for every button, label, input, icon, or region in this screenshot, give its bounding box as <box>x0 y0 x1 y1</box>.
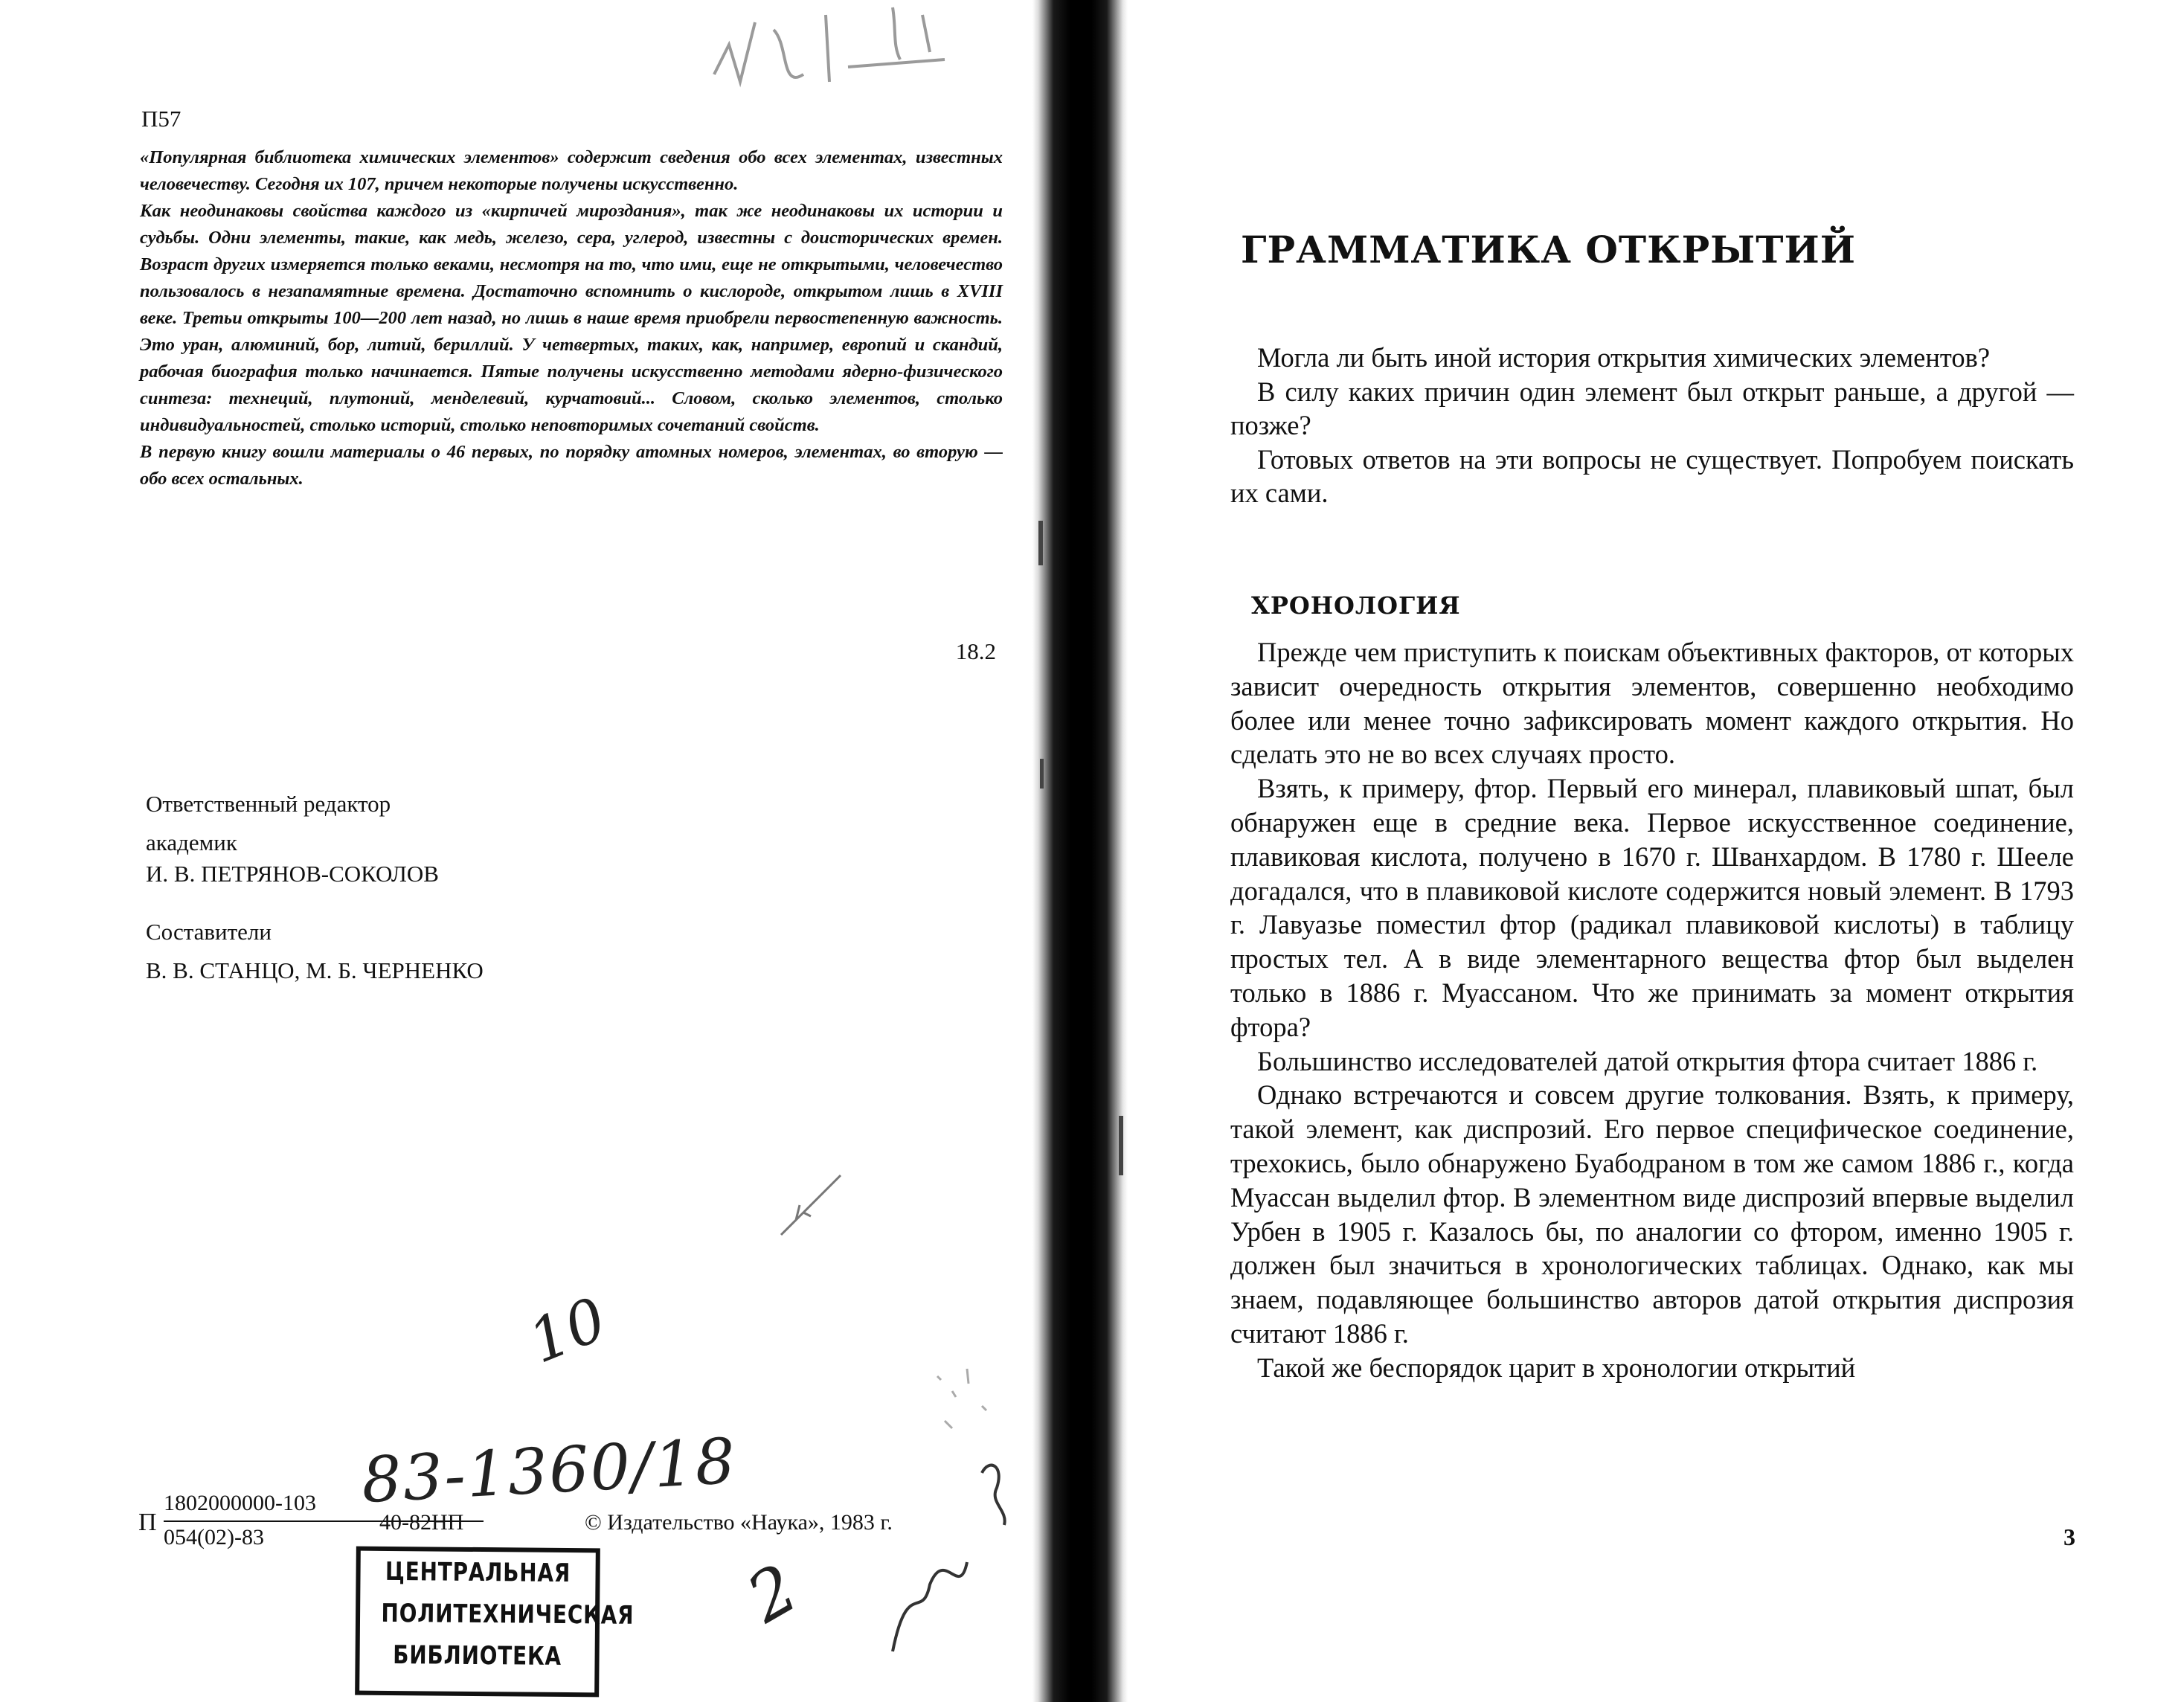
body-paragraph: Однако встречаются и совсем другие толкования. Взять, к примеру, такой элемент, как диспрозий. Его первое специфическое соединение, трехокись, было обнаружено Буабодраном в том же самом 1886 г., когда Муассан выделил фтор. В элементном виде диспрозий впервые выделил Урбен в 1905 г. Казалось бы, по аналогии со фтором, именно 1905 г. должен был значиться в хронологических таблицах. Однако, как мы знаем, подавляющее большинство авторов датой открытия диспрозия считают 1886 г. <box>1230 1079 2074 1349</box>
imprint-denominator: 054(02)-83 <box>164 1525 264 1550</box>
book-gutter <box>1032 0 1128 1702</box>
body-paragraph: Взять, к примеру, фтор. Первый его минерал, плавиковый шпат, был обнаружен еще в средние века. Первое искусственное соединение, плавиковая кислота, получено в 1670 г. Шванхардом. В 1780 г. Шееле догадался, что в плавиковой кислоте содержится новый элемент. В 1793 г. Лавуазье поместил фтор (радикал плавиковой кислоты) в таблицу простых тел. А в виде элементарного вещества фтор был выделен только в 1886 г. Муассаном. Что же принимать за момент открытия фтора? <box>1230 773 2074 1042</box>
imprint-order: 40-82НП <box>379 1510 464 1535</box>
section-heading: ХРОНОЛОГИЯ <box>1251 591 1461 620</box>
body-text <box>1230 635 2074 1385</box>
library-stamp <box>355 1547 635 1698</box>
intro-paragraph: Могла ли быть иной история открытия химических элементов? <box>1257 342 1991 373</box>
imprint-letter: П <box>138 1509 157 1536</box>
stamp-line: БИБЛИОТЕКА <box>393 1640 562 1672</box>
imprint-numerator: 1802000000-103 <box>164 1491 316 1515</box>
compilers-label: Составители <box>146 919 272 945</box>
imprint-line <box>138 1491 1001 1550</box>
copyright-line: © Издательство «Наука», 1983 г. <box>585 1510 893 1535</box>
pencil-scribble <box>699 0 1012 149</box>
left-page <box>0 0 1032 1702</box>
editor-name: И. В. ПЕТРЯНОВ-СОКОЛОВ <box>146 861 439 887</box>
editor-title: академик <box>146 829 237 855</box>
bbk-code: 18.2 <box>955 638 996 664</box>
handwritten-mark: 2 <box>734 1549 811 1639</box>
scan-artifact <box>1040 759 1044 789</box>
handwritten-inventory-number: 83-1360/18 <box>359 1424 739 1518</box>
right-page <box>1128 0 2184 1702</box>
pencil-scribble <box>878 1428 1027 1696</box>
annotation-paragraph: Как неодинаковы свойства каждого из «кирпичей мироздания», так же неодинаковы их истории и судьбы. Одни элементы, такие, как медь, железо, сера, углерод, известны с доисторических времен. Возраст других измеряется только веками, несмотря на то, что ими, еще не открытыми, человечество пользовалось в незапамятные времена. Достаточно вспомнить о кислороде, открытом лишь в XVIII веке. Третьи открыты 100—200 лет назад, но лишь в наше время приобрели первостепенную важность. Это уран, алюминий, бор, литий, бериллий. У четвертых, таких, как, например, европий и скандий, рабочая биография только начинается. Пятые получены искусственно методами ядерно-физического синтеза: технеций, плутоний, менделевий, курчатовий... Словом, сколько элементов, столько индивидуальностей, столько историй, столько неповторимых сочетаний свойств. <box>140 201 1003 435</box>
credits-block <box>146 785 484 990</box>
stamp-line: ЦЕНТРАЛЬНАЯ <box>385 1556 571 1589</box>
intro-paragraph: Готовых ответов на эти вопросы не существует. Попробуем поискать их сами. <box>1230 443 2074 508</box>
chapter-title: ГРАММАТИКА ОТКРЫТИЙ <box>1241 228 1856 272</box>
pencil-scribble <box>759 1160 863 1265</box>
classification-code: П57 <box>141 106 182 132</box>
body-paragraph: Прежде чем приступить к поискам объективных факторов, от которых зависит очередность открытия элементов, совершенно необходимо более или менее точно зафиксировать момент каждого открытия. Но сделать это не во всех случаях просто. <box>1230 637 2074 770</box>
handwritten-mark: 10 <box>519 1284 616 1377</box>
body-paragraph: Такой же беспорядок царит в хронологии открытий <box>1257 1352 1856 1383</box>
annotation-paragraph: «Популярная библиотека химических элементов» содержит сведения обо всех элементах, известных человечеству. Сегодня их 107, причем некоторые получены искусственно. <box>140 147 1003 194</box>
book-annotation <box>140 144 1003 492</box>
scan-artifact <box>1119 1116 1123 1175</box>
annotation-paragraph: В первую книгу вошли материалы о 46 первых, по порядку атомных номеров, элементах, во вторую — обо всех остальных. <box>140 442 1003 489</box>
stamp-line: ПОЛИТЕХНИЧЕСКАЯ <box>381 1598 635 1631</box>
scan-artifact <box>1038 521 1043 565</box>
intro-paragraph: В силу каких причин один элемент был открыт раньше, а другой — позже? <box>1230 376 2074 440</box>
page-number: 3 <box>2063 1523 2075 1550</box>
chapter-intro <box>1230 341 2074 510</box>
editor-role: Ответственный редактор <box>146 791 391 817</box>
pencil-scribble <box>922 1361 1012 1443</box>
compilers-names: В. В. СТАНЦО, М. Б. ЧЕРНЕНКО <box>146 957 484 983</box>
body-paragraph: Большинство исследователей датой открытия фтора считает 1886 г. <box>1257 1045 2038 1076</box>
